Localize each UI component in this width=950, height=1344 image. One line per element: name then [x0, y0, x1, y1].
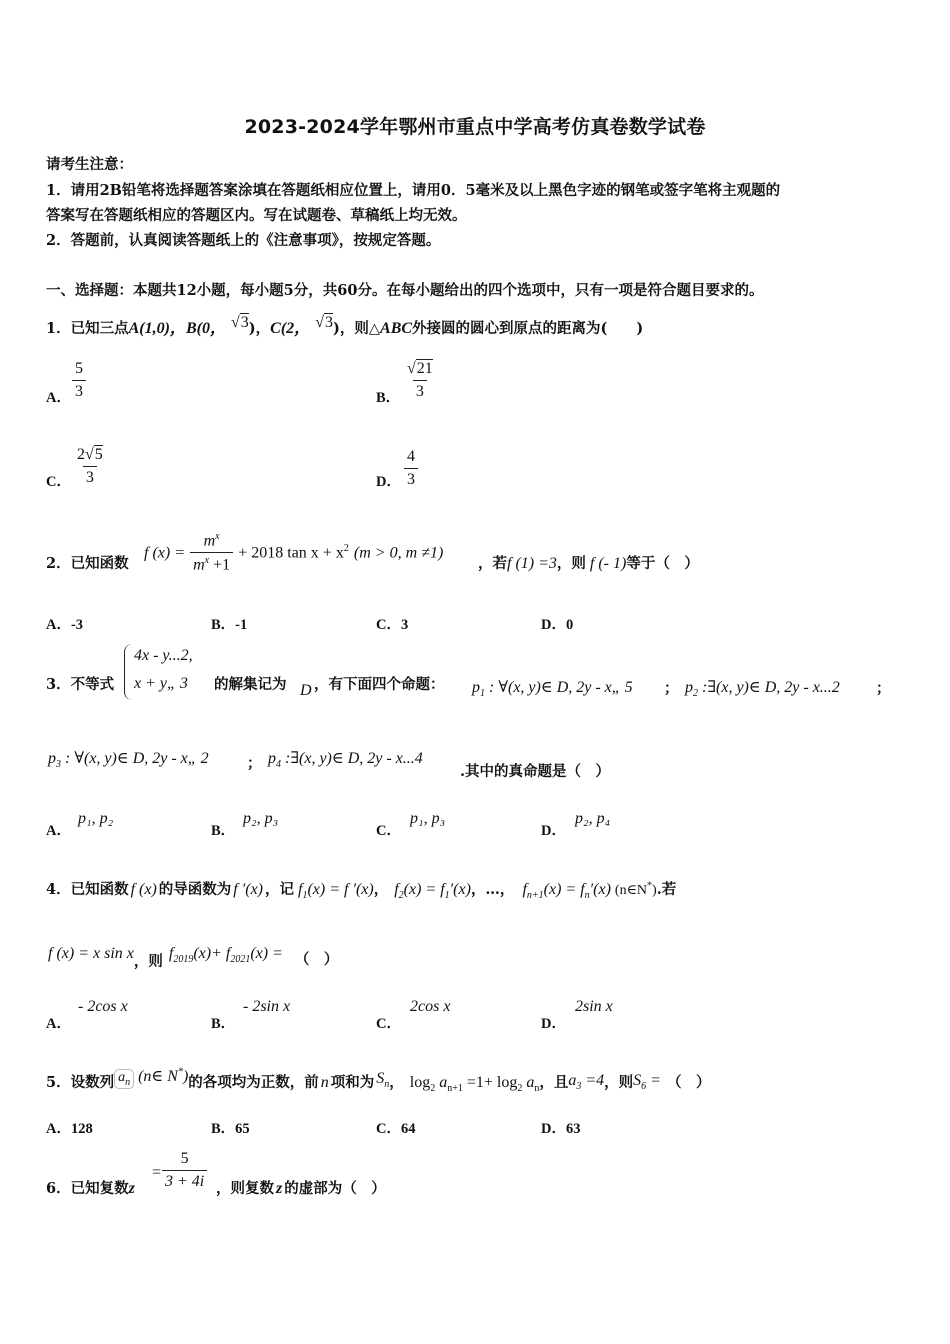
- q3-stem-b: 的解集记为: [214, 676, 287, 693]
- q1-sqrt-b: 3: [240, 314, 249, 331]
- q3-semi3: ；: [247, 755, 262, 772]
- q4-fx: f (x): [130, 881, 157, 898]
- q5-option-a[interactable]: A．128: [46, 1121, 93, 1137]
- q2-option-a[interactable]: A．-3: [46, 617, 84, 633]
- q5-option-b[interactable]: B．65: [211, 1121, 250, 1137]
- q3-set-d: D: [300, 682, 312, 699]
- q4-line1: 4．已知函数 f (x) 的导函数为 f ′(x) ，记 $f_1(x) = f$ ′(x)， $f_2(x) = f_1'(x)$，…， $f_{n+1}(x) = f_n'(x)$ (n∈N*).若: [46, 880, 677, 902]
- q3-p2: $p_2$ :∃(x, y)∈ D, 2y - x...2: [685, 679, 840, 700]
- q3-option-d-label[interactable]: D．: [541, 823, 566, 839]
- notice-line1b: 答案写在答题纸相应的答题区内。写在试题卷、草稿纸上均无效。: [46, 207, 467, 224]
- q1-stem-b: 外接圆的圆心到原点的距离为( ): [412, 320, 644, 337]
- q4-option-d-value: 2sin x: [575, 998, 613, 1015]
- q4-option-c-value: 2cos x: [410, 998, 451, 1015]
- q1-close: )，: [248, 320, 271, 337]
- q4-option-a-value: - 2cos x: [78, 998, 128, 1015]
- q1-option-d-value: $\frac{4}{3}$: [404, 448, 418, 489]
- q4-line2: f (x) = x sin x，则 $f_{2019}(x)+ f_{2021}(x)$ = （ ）: [48, 945, 339, 970]
- q3-semi2: ；: [876, 680, 891, 697]
- q3-stem-c: ，有下面四个命题：: [314, 676, 445, 693]
- q4-option-c-label[interactable]: C．: [376, 1016, 401, 1032]
- q3-semi1: ；: [664, 680, 679, 697]
- notice-heading: 请考生注意：: [46, 156, 133, 173]
- q2-option-c[interactable]: C．3: [376, 617, 409, 633]
- q2-stem-a: 2．已知函数: [46, 555, 129, 572]
- q4-option-d-label[interactable]: D．: [541, 1016, 566, 1032]
- q6-eq: =: [152, 1164, 162, 1181]
- q2-option-d[interactable]: D．0: [541, 617, 574, 633]
- q1-close2: )，则△: [333, 320, 381, 337]
- q5-stem: 5．设数列 $a_n$ (n∈ N*)的各项均为正数，前 n 项和为 $S_n$， $\log_2 a_{n+1} =1+ \log_2 a_n$，且$a_3 =4$，则$S_6$ = （ ）: [46, 1066, 711, 1095]
- q3-stem-a: 3．不等式: [46, 676, 115, 693]
- q2-f1: f (1) =3: [507, 555, 557, 572]
- q3-p4: $p_4$ :∃(x, y)∈ D, 2y - x...4: [268, 750, 423, 771]
- q1-point-c: C(2，: [270, 320, 311, 337]
- q4-option-b-value: - 2sin x: [243, 998, 291, 1015]
- q2-function: f (x) = $\frac{m^x}{m^x +1}$ + 2018 $\tan x + x^2$ (m > 0, m ≠1): [144, 531, 444, 574]
- q1-option-d-label[interactable]: D．: [376, 474, 401, 490]
- q1-option-a-label[interactable]: A．: [46, 390, 71, 406]
- q3-option-a-value: p₁, p₂: [78, 810, 114, 827]
- q1-point-b: B(0，: [185, 320, 226, 337]
- q3-p1: $p_1$ : ∀(x, y)∈ D, 2y - x„ 5: [472, 679, 633, 700]
- section-heading: 一、选择题：本题共12小题，每小题5分，共60分。在每小题给出的四个选项中，只有一项是符合题目要求的。: [46, 282, 764, 299]
- q3-option-b-label[interactable]: B．: [211, 823, 236, 839]
- q2-option-b[interactable]: B．-1: [211, 617, 248, 633]
- notice-line2: 2．答题前，认真阅读答题纸上的《注意事项》，按规定答题。: [46, 232, 441, 249]
- q1-point-a: A(1,0)，: [128, 320, 186, 337]
- q3-option-d-value: p₂, p₄: [575, 810, 611, 827]
- q1-stem: 1．已知三点A(1,0)，B(0， √3)，C(2， √3)，则△ABC外接圆的圆心到原点的距离为( ): [46, 314, 644, 337]
- q5-option-c[interactable]: C．64: [376, 1121, 416, 1137]
- q2-stem-b: ，若f (1) =3，则 f (- 1)等于（ ）: [478, 555, 699, 572]
- q1-option-c-label[interactable]: C．: [46, 474, 71, 490]
- q1-option-b-label[interactable]: B．: [376, 390, 401, 406]
- q1-option-b-value: $\frac{√21}{3}$: [407, 360, 433, 400]
- q1-stem-a: 1．已知三点: [46, 320, 129, 337]
- q1-option-a-value: $\frac{5}{3}$: [72, 360, 86, 401]
- q5-option-d[interactable]: D．63: [541, 1121, 581, 1137]
- q3-sys-line1: 4x - y...2,: [134, 647, 193, 664]
- q4-option-b-label[interactable]: B．: [211, 1016, 236, 1032]
- q3-option-c-label[interactable]: C．: [376, 823, 401, 839]
- notice-line1a: 1．请用2B铅笔将选择题答案涂填在答题纸相应位置上，请用0．5毫米及以上黑色字迹的钢笔或签字笔将主观题的: [46, 182, 781, 199]
- q2-fm1: f (- 1): [589, 555, 627, 572]
- q3-stem-d: .其中的真命题是（ ）: [460, 763, 611, 780]
- q1-sqrt-c: 3: [325, 314, 334, 331]
- q3-option-a-label[interactable]: A．: [46, 823, 71, 839]
- q3-sys-line2: x + y„ 3: [134, 675, 188, 692]
- q1-option-c-value: $\frac{2√5}{3}$: [77, 446, 103, 486]
- page-title: 2023-2024学年鄂州市重点中学高考仿真卷数学试卷: [244, 116, 706, 138]
- q6-fraction: $\frac{5}{3 + 4i}$: [162, 1150, 207, 1191]
- q4-fpx: f ′(x): [233, 881, 263, 898]
- q3-p3: $p_3$ : ∀(x, y)∈ D, 2y - x„ 2: [48, 750, 209, 771]
- q1-abc: ABC: [380, 320, 413, 337]
- q3-option-c-value: p₁, p₃: [410, 810, 446, 827]
- q6-stem-a: 6．已知复数z: [46, 1180, 135, 1197]
- q3-option-b-value: p₂, p₃: [243, 810, 279, 827]
- q6-stem-b: ，则复数 z 的虚部为（ ）: [216, 1180, 386, 1197]
- q4-option-a-label[interactable]: A．: [46, 1016, 71, 1032]
